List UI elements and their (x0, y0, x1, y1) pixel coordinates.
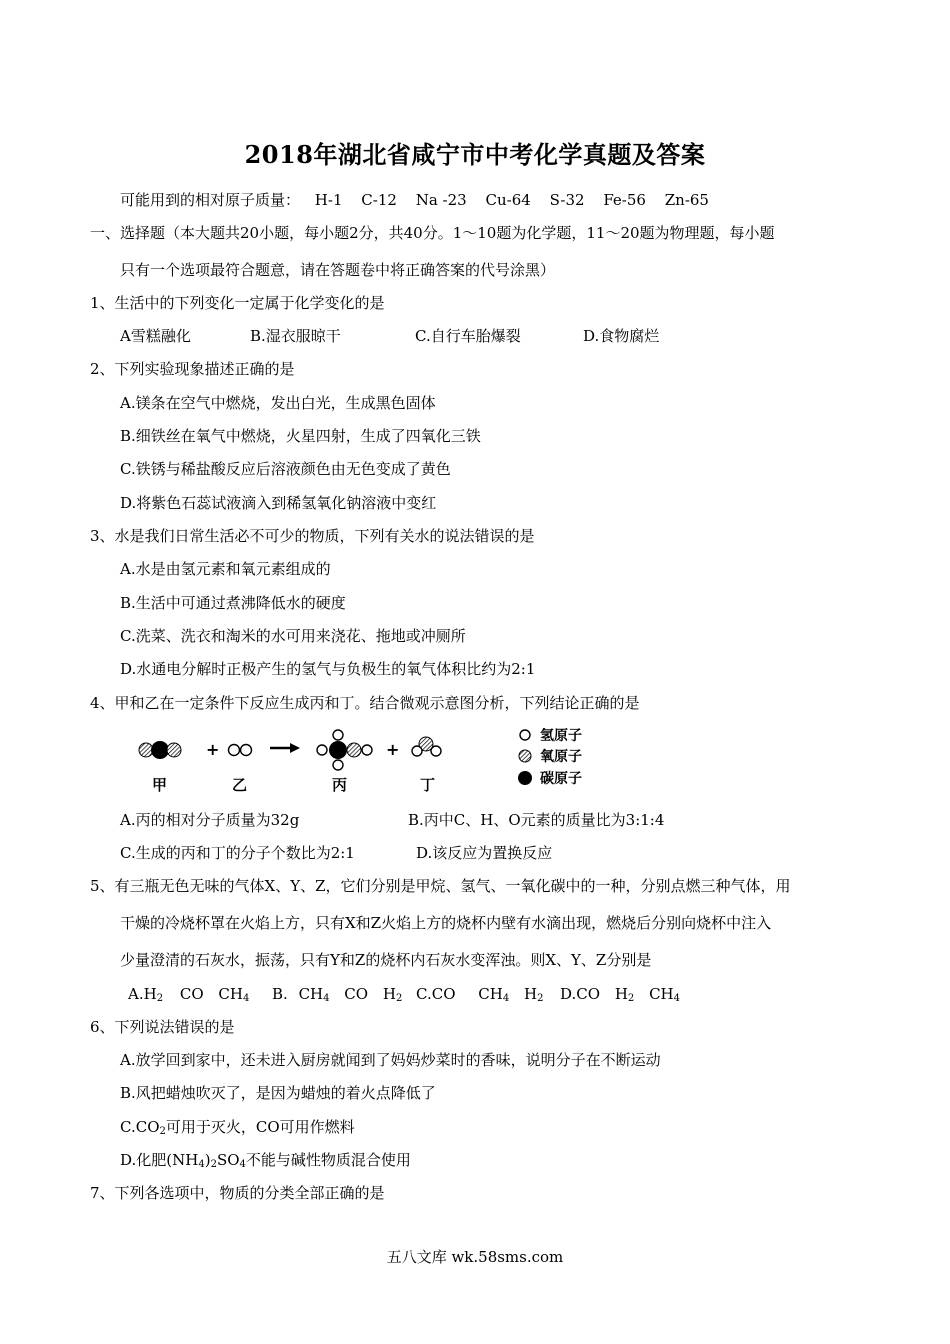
sub-2: 2 (210, 1159, 217, 1170)
q6-option-b: B.风把蜡烛吹灭了，是因为蜡烛的着火点降低了 (120, 1084, 436, 1102)
formula-co: CO (179, 985, 204, 1003)
q5-option-d (560, 984, 680, 1009)
atomic-masses-line (120, 190, 723, 210)
q6-d-pre: D.化肥(NH (120, 1151, 199, 1169)
sub-4: 4 (323, 993, 330, 1004)
formula-h: H (143, 985, 157, 1003)
q5-stem-line2: 干燥的冷烧杯罩在火焰上方，只有X和Z火焰上方的烧杯内壁有水滴出现，燃烧后分别向烧杯中注入 (120, 914, 772, 932)
molecule-bing (317, 730, 372, 770)
molecule-ding (412, 737, 441, 756)
molecule-yi (229, 745, 252, 756)
q5-option-a-letter: A. (128, 985, 144, 1003)
section1-instructions-line2: 只有一个选项最符合题意，请在答题卷中将正确答案的代号涂黑） (120, 261, 556, 279)
q5-option-d-letter: D. (560, 985, 577, 1003)
q1-option-a: A雪糕融化 (120, 327, 191, 345)
q5-option-b (272, 984, 402, 1009)
sub-2: 2 (627, 993, 635, 1004)
formula-ch: CH (218, 985, 243, 1003)
section1-instructions-line1: 一、选择题（本大题共20小题，每小题2分，共40分。1～10题为化学题，11～20题为物理题，每小题 (90, 224, 775, 242)
atomic-masses-label: 可能用到的相对原子质量： (120, 191, 301, 209)
label-yi: 乙 (232, 776, 248, 794)
q6-d-mid: ) (204, 1151, 211, 1169)
legend-oxygen: 氧原子 (540, 749, 582, 765)
q6-d-so: SO (216, 1151, 240, 1169)
diagram-legend (518, 728, 582, 787)
q3-option-c: C.洗菜、洗衣和淘米的水可用来浇花、拖地或冲厕所 (120, 627, 466, 645)
legend-carbon: 碳原子 (540, 771, 582, 787)
sub-4: 4 (502, 993, 510, 1004)
q2-option-a: A.镁条在空气中燃烧，发出白光，生成黑色固体 (120, 394, 436, 412)
atomic-mass-fe: Fe-56 (603, 191, 646, 209)
q5-option-c-letter: C. (416, 985, 432, 1003)
atomic-mass-na: Na -23 (415, 191, 467, 209)
q7-stem: 7、下列各选项中，物质的分类全部正确的是 (90, 1184, 385, 1202)
q3-option-a: A.水是由氢元素和氧元素组成的 (120, 560, 331, 578)
sub-4: 4 (242, 993, 250, 1004)
formula-co: CO (431, 985, 456, 1003)
sub-4: 4 (198, 1159, 205, 1170)
q3-option-b: B.生活中可通过煮沸降低水的硬度 (120, 594, 346, 612)
sub-4: 4 (239, 1159, 246, 1170)
q6-c-pre: C.CO (120, 1118, 160, 1136)
q4-option-c: C.生成的丙和丁的分子个数比为2:1 (120, 844, 355, 862)
formula-h: H (382, 985, 396, 1003)
sub-2: 2 (395, 993, 403, 1004)
q6-c-post: 可用于灭火，CO可用作燃料 (165, 1118, 355, 1136)
q6-stem: 6、下列说法错误的是 (90, 1018, 235, 1036)
q1-stem: 1、生活中的下列变化一定属于化学变化的是 (90, 294, 385, 312)
q1-option-c: C.自行车胎爆裂 (415, 327, 521, 345)
atomic-mass-cu: Cu-64 (485, 191, 531, 209)
legend-hydrogen: 氢原子 (540, 728, 582, 744)
atomic-mass-zn: Zn-65 (664, 191, 709, 209)
q6-option-c (120, 1117, 355, 1142)
q5-option-b-letter: B. (272, 985, 288, 1003)
reaction-arrow (270, 743, 300, 753)
formula-ch: CH (478, 985, 503, 1003)
q5-option-a (128, 984, 249, 1009)
q4-option-d: D.该反应为置换反应 (416, 844, 553, 862)
formula-ch: CH (649, 985, 674, 1003)
sub-2: 2 (159, 1126, 166, 1137)
q6-d-post: 不能与碱性物质混合使用 (245, 1151, 411, 1169)
plus-sign-2: + (386, 740, 400, 759)
q4-stem: 4、甲和乙在一定条件下反应生成丙和丁。结合微观示意图分析，下列结论正确的是 (90, 694, 640, 712)
atomic-mass-c: C-12 (361, 191, 397, 209)
q2-option-b: B.细铁丝在氧气中燃烧，火星四射，生成了四氧化三铁 (120, 427, 481, 445)
formula-co: CO (344, 985, 369, 1003)
formula-ch: CH (298, 985, 324, 1003)
q5-stem-line3: 少量澄清的石灰水，振荡，只有Y和Z的烧杯内石灰水变浑浊。则X、Y、Z分别是 (120, 951, 652, 969)
formula-h: H (524, 985, 538, 1003)
label-ding: 丁 (420, 776, 436, 794)
q4-option-a: A.丙的相对分子质量为32g (120, 811, 300, 829)
q3-option-d: D.水通电分解时正极产生的氢气与负极生的氧气体积比约为2:1 (120, 660, 536, 678)
molecule-jia (139, 741, 181, 759)
q2-option-c: C.铁锈与稀盐酸反应后溶液颜色由无色变成了黄色 (120, 460, 451, 478)
q5-stem-line1: 5、有三瓶无色无味的气体X、Y、Z，它们分别是甲烷、氢气、一氧化碳中的一种，分别点燃三种气体，用 (90, 877, 791, 895)
atomic-mass-s: S-32 (549, 191, 585, 209)
q2-option-d: D.将紫色石蕊试液滴入到稀氢氧化钠溶液中变红 (120, 494, 437, 512)
formula-co: CO (576, 985, 601, 1003)
formula-h: H (614, 985, 628, 1003)
plus-sign-1: + (206, 740, 220, 759)
q6-option-a: A.放学回到家中，还未进入厨房就闻到了妈妈炒菜时的香味，说明分子在不断运动 (120, 1051, 661, 1069)
atomic-mass-h: H-1 (314, 191, 343, 209)
reaction-diagram (130, 728, 650, 798)
sub-2: 2 (537, 993, 544, 1004)
q1-option-b: B.湿衣服晾干 (250, 327, 341, 345)
q2-stem: 2、下列实验现象描述正确的是 (90, 360, 295, 378)
label-bing: 丙 (332, 776, 348, 794)
q1-option-d: D.食物腐烂 (583, 327, 660, 345)
label-jia: 甲 (152, 776, 168, 794)
document-title: 2018年湖北省咸宁市中考化学真题及答案 (244, 140, 706, 169)
q3-stem: 3、水是我们日常生活必不可少的物质，下列有关水的说法错误的是 (90, 527, 535, 545)
q4-option-b: B.丙中C、H、O元素的质量比为3:1:4 (408, 811, 665, 829)
sub-2: 2 (156, 993, 164, 1004)
q5-option-c (416, 984, 543, 1009)
q6-option-d (120, 1150, 411, 1175)
sub-4: 4 (673, 993, 681, 1004)
page-footer: 五八文库 wk.58sms.com (386, 1248, 564, 1266)
